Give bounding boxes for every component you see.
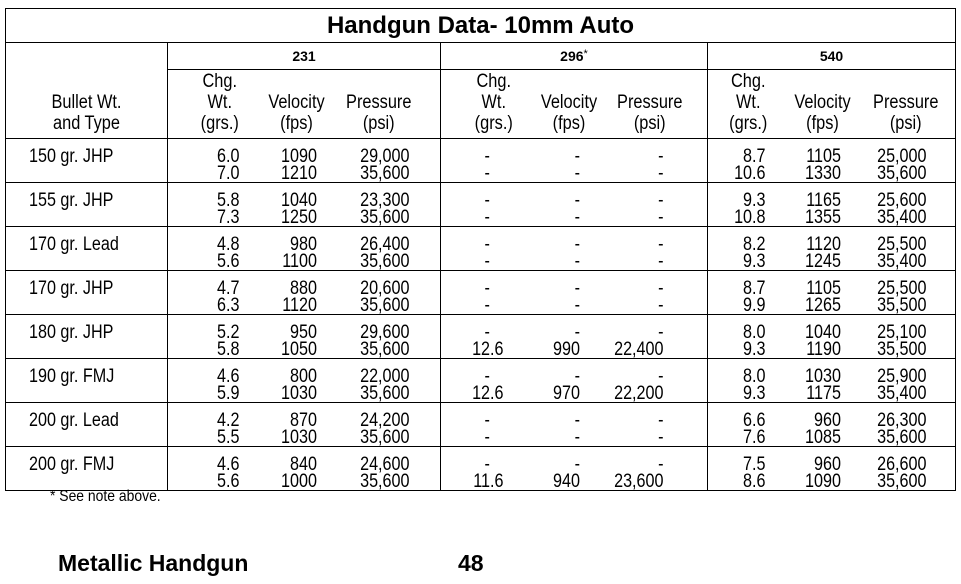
group-header-row [6, 43, 956, 70]
pressure-header [334, 70, 441, 139]
table-row [6, 315, 956, 359]
velocity-value: - [574, 427, 580, 448]
velocity-value: - [574, 278, 580, 299]
pressure-value: 35,600 [359, 471, 409, 492]
pressure-value: 26,300 [876, 410, 926, 431]
chg-wt-value: 8.6 [743, 471, 766, 492]
velocity-header [789, 70, 856, 139]
chg-wt-value: 6.6 [743, 410, 766, 431]
group-header-231 [168, 43, 441, 70]
pressure-value: - [657, 163, 663, 184]
velocity-value: 1250 [280, 207, 317, 228]
chg-wt-value: 8.7 [743, 278, 766, 299]
pressure-value: - [657, 251, 663, 272]
chg-wt-value: 4.2 [217, 410, 240, 431]
table-body [6, 9, 956, 491]
pressure-value: 24,200 [359, 410, 409, 431]
pressure-cell [856, 139, 956, 183]
pressure-value: 26,600 [876, 454, 926, 475]
velocity-value: - [574, 207, 580, 228]
velocity-value: 970 [552, 383, 580, 404]
velocity-value: - [574, 410, 580, 431]
velocity-value: 1165 [805, 190, 841, 211]
chg-wt-header [441, 70, 531, 139]
pressure-header-text: Pressure [345, 92, 411, 113]
velocity-value: 1100 [281, 251, 317, 272]
pressure-value: 23,300 [359, 190, 409, 211]
page-number: 48 [458, 550, 484, 576]
bullet-type-header [6, 43, 168, 139]
chg-wt-header [168, 70, 259, 139]
velocity-value: 960 [813, 410, 841, 431]
bullet-type-label: 180 gr. JHP [29, 322, 114, 343]
pressure-cell [856, 271, 956, 315]
chg-wt-value: 10.6 [734, 163, 766, 184]
velocity-value: 1120 [805, 234, 841, 255]
chg-wt-value: - [484, 163, 490, 184]
pressure-value: 35,600 [876, 427, 926, 448]
velocity-value: 1050 [280, 339, 317, 360]
chg-wt-value: - [484, 366, 490, 387]
pressure-value: 35,600 [359, 339, 409, 360]
pressure-cell [856, 403, 956, 447]
pressure-value: 29,000 [359, 146, 409, 167]
chg-wt-value: 5.9 [217, 383, 240, 404]
chg-wt-value: 8.0 [743, 366, 766, 387]
velocity-value: 1120 [281, 295, 317, 316]
bullet-type-label: 190 gr. FMJ [29, 366, 115, 387]
chg-wt-header-text: (grs.) [729, 113, 768, 134]
pressure-value: 35,500 [876, 339, 926, 360]
velocity-value: - [574, 146, 580, 167]
velocity-value: 1030 [280, 383, 317, 404]
velocity-value: 880 [289, 278, 317, 299]
chg-wt-value: 4.6 [217, 454, 240, 475]
bullet-type-cell [6, 183, 168, 227]
chg-wt-value: 12.6 [472, 383, 504, 404]
velocity-value: 1105 [805, 146, 841, 167]
pressure-value: 25,500 [876, 278, 926, 299]
pressure-value: - [657, 410, 663, 431]
velocity-header-text: (fps) [805, 113, 839, 134]
handgun-data-table [5, 8, 956, 491]
chg-wt-value: 6.0 [217, 146, 240, 167]
pressure-value: - [657, 366, 663, 387]
chg-wt-value: 7.6 [743, 427, 766, 448]
chg-wt-value: 4.8 [217, 234, 240, 255]
pressure-header-text: (psi) [362, 113, 395, 134]
pressure-cell [856, 315, 956, 359]
table-row [6, 403, 956, 447]
chg-wt-value: 5.2 [217, 322, 240, 343]
title-row [6, 9, 956, 43]
chg-wt-value: - [484, 427, 490, 448]
velocity-value: - [574, 366, 580, 387]
bullet-type-cell [6, 447, 168, 491]
velocity-value: 1030 [280, 427, 317, 448]
velocity-header [259, 70, 334, 139]
group-label: 296 [560, 48, 584, 64]
bullet-type-cell [6, 139, 168, 183]
velocity-value: 950 [289, 322, 317, 343]
pressure-value: - [657, 146, 663, 167]
bullet-type-header-text: Bullet Wt. [51, 92, 122, 113]
bullet-type-cell [6, 359, 168, 403]
pressure-value: 25,100 [876, 322, 926, 343]
group-label: 231 [292, 48, 316, 64]
bullet-type-cell [6, 271, 168, 315]
chg-wt-value: 9.9 [743, 295, 766, 316]
pressure-value: 25,900 [876, 366, 926, 387]
pressure-value: 35,400 [876, 207, 926, 228]
table-title [6, 9, 956, 43]
pressure-cell [856, 183, 956, 227]
pressure-value: - [657, 207, 663, 228]
velocity-value: 980 [289, 234, 317, 255]
chg-wt-value: 5.8 [217, 339, 240, 360]
bullet-type-label: 170 gr. Lead [29, 234, 119, 255]
chg-wt-value: - [484, 234, 490, 255]
table-row [6, 447, 956, 491]
velocity-value: 800 [289, 366, 317, 387]
bullet-type-label: 200 gr. FMJ [29, 454, 115, 475]
chg-wt-value: 9.3 [743, 383, 766, 404]
table-title-text: Handgun Data- 10mm Auto [326, 11, 635, 39]
velocity-value: 1105 [805, 278, 841, 299]
pressure-value: - [657, 295, 663, 316]
chg-wt-header-text: Wt. [735, 92, 761, 113]
chg-wt-value: - [484, 410, 490, 431]
velocity-value: 1190 [805, 339, 841, 360]
footer-section-title: Metallic Handgun [58, 550, 249, 576]
pressure-value: - [657, 454, 663, 475]
pressure-value: 35,600 [359, 383, 409, 404]
velocity-value: 1355 [804, 207, 841, 228]
table-row [6, 183, 956, 227]
bullet-type-cell [6, 403, 168, 447]
pressure-value: 35,400 [876, 251, 926, 272]
velocity-header-text: Velocity [793, 92, 851, 113]
pressure-value: 25,500 [876, 234, 926, 255]
chg-wt-header-text: Wt. [207, 92, 233, 113]
pressure-value: 35,400 [876, 383, 926, 404]
velocity-value: 1330 [804, 163, 841, 184]
chg-wt-value: 11.6 [473, 471, 504, 492]
chg-wt-value: 8.7 [743, 146, 766, 167]
velocity-value: - [574, 251, 580, 272]
pressure-value: - [657, 278, 663, 299]
velocity-header [531, 70, 607, 139]
chg-wt-value: - [484, 251, 490, 272]
velocity-value: 1265 [804, 295, 841, 316]
chg-wt-value: - [484, 295, 490, 316]
pressure-value: 35,600 [359, 207, 409, 228]
chg-wt-header-text: Wt. [481, 92, 507, 113]
pressure-value: 25,000 [876, 146, 926, 167]
velocity-value: 1090 [280, 146, 317, 167]
bullet-type-label: 150 gr. JHP [29, 146, 114, 167]
pressure-value: 35,600 [359, 295, 409, 316]
chg-wt-value: 7.3 [217, 207, 240, 228]
pressure-header-text: Pressure [616, 92, 682, 113]
velocity-value: 940 [552, 471, 580, 492]
velocity-value: 1245 [804, 251, 841, 272]
pressure-value: 24,600 [359, 454, 409, 475]
chg-wt-header [708, 70, 789, 139]
chg-wt-value: - [484, 322, 490, 343]
table-row [6, 359, 956, 403]
pressure-header-text: (psi) [889, 113, 922, 134]
pressure-value: - [657, 234, 663, 255]
chg-wt-value: 5.6 [217, 471, 240, 492]
group-header-296 [441, 43, 708, 70]
velocity-value: - [574, 190, 580, 211]
table-row [6, 139, 956, 183]
table-row [6, 271, 956, 315]
chg-wt-value: 7.5 [743, 454, 766, 475]
bullet-type-cell [6, 227, 168, 271]
chg-wt-value: 8.0 [743, 322, 766, 343]
chg-wt-value: 9.3 [743, 251, 766, 272]
chg-wt-value: - [484, 207, 490, 228]
chg-wt-value: 10.8 [734, 207, 766, 228]
velocity-value: 1210 [280, 163, 317, 184]
pressure-value: 23,600 [613, 471, 663, 492]
pressure-value: - [657, 322, 663, 343]
pressure-header-text: Pressure [872, 92, 938, 113]
chg-wt-value: 9.3 [743, 339, 766, 360]
velocity-value: - [574, 163, 580, 184]
pressure-value: 25,600 [876, 190, 926, 211]
pressure-value: 29,600 [359, 322, 409, 343]
pressure-value: 35,600 [359, 427, 409, 448]
chg-wt-header-text: Chg. [730, 71, 766, 92]
pressure-value: 35,600 [876, 163, 926, 184]
velocity-value: 990 [552, 339, 580, 360]
chg-wt-value: 5.6 [217, 251, 240, 272]
velocity-value: 1175 [805, 383, 841, 404]
pressure-value: - [657, 427, 663, 448]
chg-wt-value: 5.8 [217, 190, 240, 211]
velocity-value: - [574, 322, 580, 343]
velocity-value: 1040 [804, 322, 841, 343]
velocity-value: - [574, 295, 580, 316]
pressure-value: 20,600 [359, 278, 409, 299]
velocity-value: 1085 [804, 427, 841, 448]
chg-wt-value: 8.2 [743, 234, 766, 255]
bullet-type-label: 200 gr. Lead [29, 410, 119, 431]
pressure-value: 22,000 [359, 366, 409, 387]
pressure-value: 22,200 [613, 383, 663, 404]
group-header-540 [708, 43, 956, 70]
pressure-header-text: (psi) [633, 113, 666, 134]
velocity-value: 870 [289, 410, 317, 431]
chg-wt-header-text: (grs.) [200, 113, 239, 134]
pressure-value: - [657, 190, 663, 211]
pressure-cell [856, 447, 956, 491]
chg-wt-header-text: Chg. [202, 71, 238, 92]
velocity-value: - [574, 454, 580, 475]
velocity-value: 960 [813, 454, 841, 475]
pressure-cell [856, 359, 956, 403]
pressure-value: 35,600 [359, 163, 409, 184]
footnote: * See note above. [50, 488, 161, 505]
pressure-value: 35,600 [359, 251, 409, 272]
velocity-header-text: (fps) [279, 113, 313, 134]
pressure-value: 26,400 [359, 234, 409, 255]
pressure-cell [856, 227, 956, 271]
chg-wt-value: - [484, 190, 490, 211]
velocity-value: - [574, 234, 580, 255]
velocity-header-text: (fps) [552, 113, 585, 134]
velocity-value: 1090 [804, 471, 841, 492]
chg-wt-header-text: (grs.) [474, 113, 513, 134]
table-row [6, 227, 956, 271]
pressure-header [607, 70, 708, 139]
footnote-marker: * [583, 48, 588, 60]
chg-wt-value: 6.3 [217, 295, 240, 316]
bullet-type-header-text: and Type [53, 113, 120, 134]
chg-wt-value: - [484, 146, 490, 167]
chg-wt-value: - [484, 278, 490, 299]
velocity-value: 1040 [280, 190, 317, 211]
chg-wt-value: 12.6 [472, 339, 504, 360]
pressure-value: 35,500 [876, 295, 926, 316]
chg-wt-value: 9.3 [743, 190, 766, 211]
chg-wt-value: 5.5 [217, 427, 240, 448]
velocity-value: 1000 [280, 471, 317, 492]
bullet-type-label: 170 gr. JHP [29, 278, 114, 299]
bullet-type-label: 155 gr. JHP [29, 190, 114, 211]
group-label: 540 [819, 48, 844, 64]
pressure-value: 22,400 [613, 339, 663, 360]
pressure-header [856, 70, 956, 139]
velocity-value: 840 [289, 454, 317, 475]
chg-wt-value: 7.0 [217, 163, 240, 184]
velocity-header-text: Velocity [540, 92, 597, 113]
chg-wt-header-text: Chg. [476, 71, 512, 92]
pressure-value: 35,600 [876, 471, 926, 492]
chg-wt-value: 4.7 [217, 278, 240, 299]
bullet-type-cell [6, 315, 168, 359]
velocity-header-text: Velocity [267, 92, 325, 113]
velocity-value: 1030 [804, 366, 841, 387]
chg-wt-value: 4.6 [217, 366, 240, 387]
chg-wt-value: - [484, 454, 490, 475]
